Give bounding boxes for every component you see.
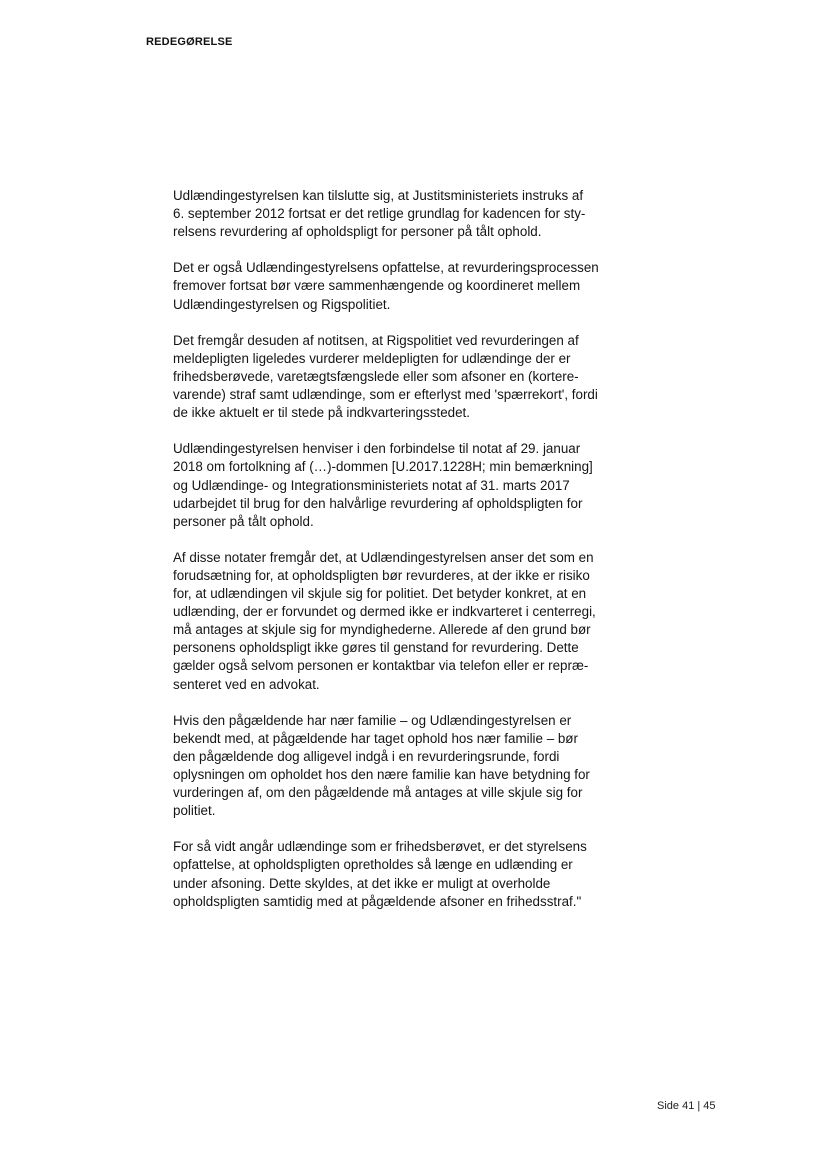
text-line: senteret ved en advokat. [173,676,320,692]
text-line: forudsætning for, at opholdspligten bør revurderes, at der ikke er risiko [173,567,590,583]
text-line: vurderingen af, om den pågældende må antages at ville skjule sig for [173,785,583,801]
text-line: den pågældende dog alligevel indgå i en revurderingsrunde, fordi [173,748,560,764]
text-line: varende) straf samt udlændinge, som er efterlyst med 'spærrekort', fordi [173,387,598,403]
text-line: må antages at skjule sig for myndighederne. Allerede af den grund bør [173,622,591,638]
document-header-title: REDEGØRELSE [146,36,233,48]
paragraph-4 [173,440,623,530]
text-line: og Udlændinge- og Integrationsministeriets notat af 31. marts 2017 [173,477,570,493]
paragraph-2 [173,259,623,313]
text-line: bekendt med, at pågældende har taget ophold hos nær familie – bør [173,730,578,746]
text-line: Det er også Udlændingestyrelsens opfattelse, at revurderingsprocessen [173,260,599,276]
text-line: de ikke aktuelt er til stede på indkvarteringsstedet. [173,405,470,421]
text-line: 6. september 2012 fortsat er det retlige grundlag for kadencen for sty- [173,206,586,222]
text-line: 2018 om fortolkning af (…)-dommen [U.2017.1228H; min bemærkning] [173,459,593,475]
paragraph-3 [173,332,623,422]
text-line: udarbejdet til brug for den halvårlige revurdering af opholdspligten for [173,495,583,511]
document-body [173,187,623,929]
text-line: personer på tålt ophold. [173,513,314,529]
text-line: Udlændingestyrelsen og Rigspolitiet. [173,296,391,312]
text-line: Udlændingestyrelsen kan tilslutte sig, at Justitsministeriets instruks af [173,188,584,203]
text-line: for, at udlændingen vil skjule sig for politiet. Det betyder konkret, at en [173,586,587,602]
text-line: Det fremgår desuden af notitsen, at Rigspolitiet ved revurderingen af [173,332,579,348]
text-line: frihedsberøvede, varetægtsfængslede eller som afsoner en (kortere- [173,368,579,384]
page-number: Side 41 | 45 [657,1100,716,1112]
paragraph-7 [173,838,623,910]
text-line: personens opholdspligt ikke gøres til genstand for revurdering. Dette [173,640,579,656]
paragraph-5 [173,549,623,694]
text-line: For så vidt angår udlændinge som er frihedsberøvet, er det styrelsens [173,839,587,855]
paragraph-1 [173,187,623,241]
text-line: meldepligten ligeledes vurderer meldepligten for udlændinge der er [173,350,571,366]
text-line: gælder også selvom personen er kontaktbar via telefon eller er repræ- [173,658,589,674]
text-line: Udlændingestyrelsen henviser i den forbindelse til notat af 29. januar [173,441,581,457]
text-line: oplysningen om opholdet hos den nære familie kan have betydning for [173,767,590,782]
text-line: Hvis den pågældende har nær familie – og Udlændingestyrelsen er [173,712,572,728]
paragraph-6 [173,712,623,821]
text-line: opholdspligten samtidig med at pågældende afsoner en frihedsstraf." [173,893,582,909]
text-line: opfattelse, at opholdspligten opretholdes så længe en udlænding er [173,857,573,873]
text-line: udlænding, der er forvundet og dermed ikke er indkvarteret i centerregi, [173,604,596,620]
text-line: under afsoning. Dette skyldes, at det ikke er muligt at overholde [173,875,551,891]
text-line: Af disse notater fremgår det, at Udlændingestyrelsen anser det som en [173,549,594,565]
text-line: relsens revurdering af opholdspligt for personer på tålt ophold. [173,224,542,240]
text-line: fremover fortsat bør være sammenhængende og koordineret mellem [173,278,581,294]
text-line: politiet. [173,803,216,819]
